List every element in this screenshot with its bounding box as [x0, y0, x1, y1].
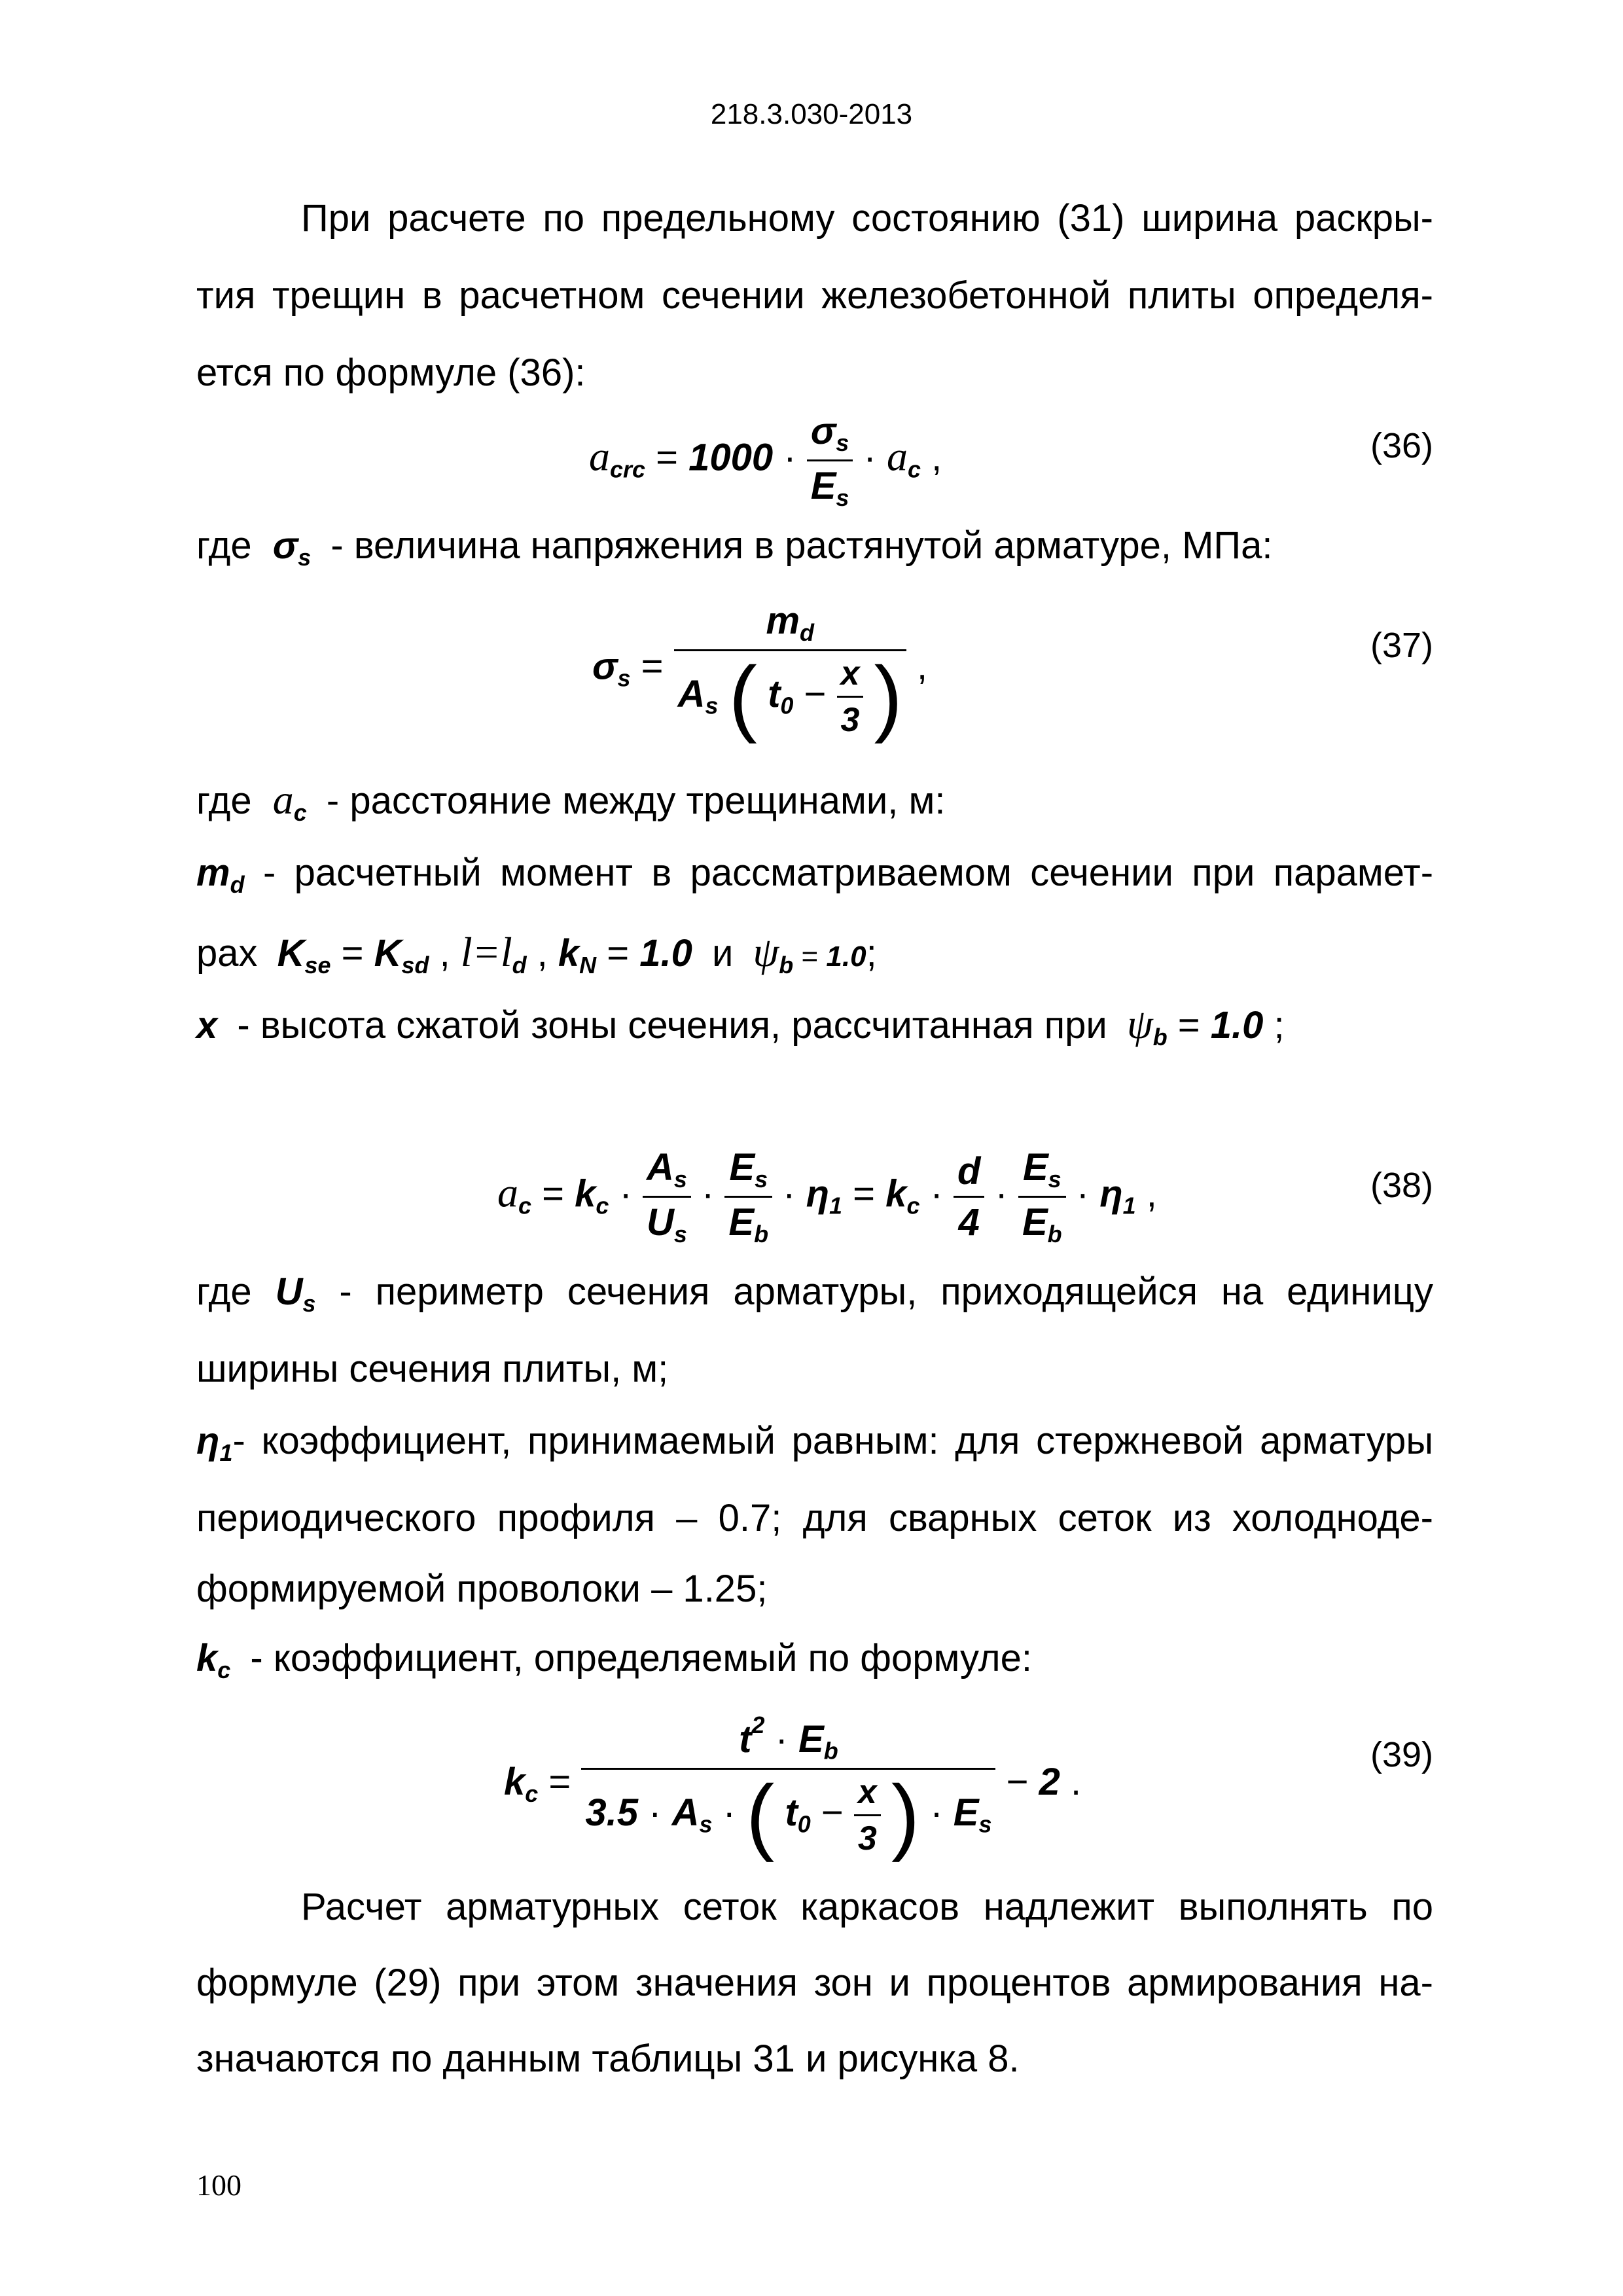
- where-sigma-line: где $\sigma_s$ - величина напряжения в растянутой арматуре, МПа:: [196, 524, 1273, 571]
- document-code-header: 218.3.030-2013: [710, 98, 913, 130]
- formula-37: $\sigma_s$ = $m_d$ $A_s$ ( $t_0$ − $\frac{x}{3}$ ) ,: [592, 600, 928, 745]
- eq38-number: (38): [1370, 1166, 1433, 1205]
- eq38-d: d: [957, 1149, 981, 1193]
- eta-def-line1: $\eta_1-$ коэффициент, принимаемый равным: для стержневой арматуры: [196, 1420, 1433, 1466]
- x-def-text: - высота сжатой зоны сечения, рассчитанная при: [237, 1004, 1107, 1047]
- page-number: 100: [196, 2168, 241, 2202]
- where-us-text: - периметр сечения арматуры, приходящейся на единицу: [339, 1270, 1433, 1313]
- md-def-text: - расчетный момент в рассматриваемом сечении при парамет-: [262, 852, 1434, 894]
- eta-def-line2: периодического профиля – 0.7; для сварных сеток из холодноде-: [196, 1497, 1433, 1539]
- md-def-and: и: [712, 932, 734, 975]
- formula-36: $a_{crc} = 1000$ · $\frac{\sigma_s}{E_s}$ · $a_c$ ,: [589, 410, 942, 511]
- para1-line1: При расчете по предельному состоянию (31) ширина раскры-: [301, 197, 1433, 240]
- md-def-line2: рах $K_{se} = K_{sd}$ , $l=l_d$ , $k_N = 1.0$ и $\psi_b = 1.0$;: [196, 929, 877, 978]
- eq37-number: (37): [1370, 626, 1433, 665]
- where-ac-text: - расстояние между трещинами, м:: [326, 780, 946, 822]
- eq39-number: (39): [1370, 1735, 1433, 1774]
- where-ac-line: где $a_c$ - расстояние между трещинами, м:: [196, 776, 946, 826]
- psi-value-2: 1.0: [1210, 1004, 1264, 1047]
- kc-def-text: - коэффициент, определяемый по формуле:: [250, 1637, 1032, 1679]
- eq36-coef: 1000: [688, 436, 774, 479]
- para2-line2: формуле (29) при этом значения зон и процентов армирования на-: [196, 1962, 1433, 2004]
- x-def-line: x - высота сжатой зоны сечения, рассчитанная при $\psi_b = 1.0$ ;: [196, 1001, 1285, 1050]
- where-us-line1: где $U_s$ - периметр сечения арматуры, приходящейся на единицу: [196, 1270, 1433, 1317]
- eq39-minus-two: 2: [1039, 1761, 1060, 1804]
- eq39-coef: 3.5: [585, 1791, 639, 1834]
- formula-39: $k_c$ = $t^2 \cdot E_b$ $3.5 \cdot A_s$ · ( $t_0$ − $\frac{x}{3}$ ) · $E_s$ − 2 .: [504, 1712, 1082, 1863]
- eta-def-line3: формируемой проволоки – 1.25;: [196, 1568, 768, 1610]
- eta-def-text: - коэффициент, принимаемый равным: для стержневой арматуры: [232, 1420, 1433, 1462]
- eq38-four: 4: [958, 1200, 980, 1244]
- eq36-number: (36): [1370, 426, 1433, 465]
- para2-line1: Расчет арматурных сеток каркасов надлежит выполнять по: [301, 1886, 1433, 1928]
- para1-line3: ется по формуле (36):: [196, 351, 586, 394]
- kc-def-line: $k_c$ - коэффициент, определяемый по формуле:: [196, 1637, 1032, 1683]
- where-sigma-text: - величина напряжения в растянутой арматуре, МПа:: [330, 524, 1273, 567]
- formula-38: $a_c = k_c$ · $\frac{A_s}{U_s}$ · $\frac{E_s}{E_b}$ · $\eta_1 = k_c$ · $\frac{d}{4}$ · $\frac{E_s}{E_b}$ · $\eta_1$ ,: [497, 1146, 1157, 1247]
- psi-value-1: 1.0: [826, 941, 866, 973]
- where-us-line2: ширины сечения плиты, м;: [196, 1348, 669, 1390]
- where-prefix: где: [196, 524, 252, 567]
- md-def-prefix: рах: [196, 932, 258, 975]
- para1-line2: тия трещин в расчетном сечении железобетонной плиты определя-: [196, 274, 1433, 317]
- para2-line3: значаются по данным таблицы 31 и рисунка 8.: [196, 2037, 1020, 2080]
- kN-value: 1.0: [639, 932, 692, 975]
- where-us-prefix: где: [196, 1270, 252, 1313]
- md-def-line1: $m_d$ - расчетный момент в рассматриваемом сечении при парамет-: [196, 852, 1434, 898]
- where-ac-prefix: где: [196, 780, 252, 822]
